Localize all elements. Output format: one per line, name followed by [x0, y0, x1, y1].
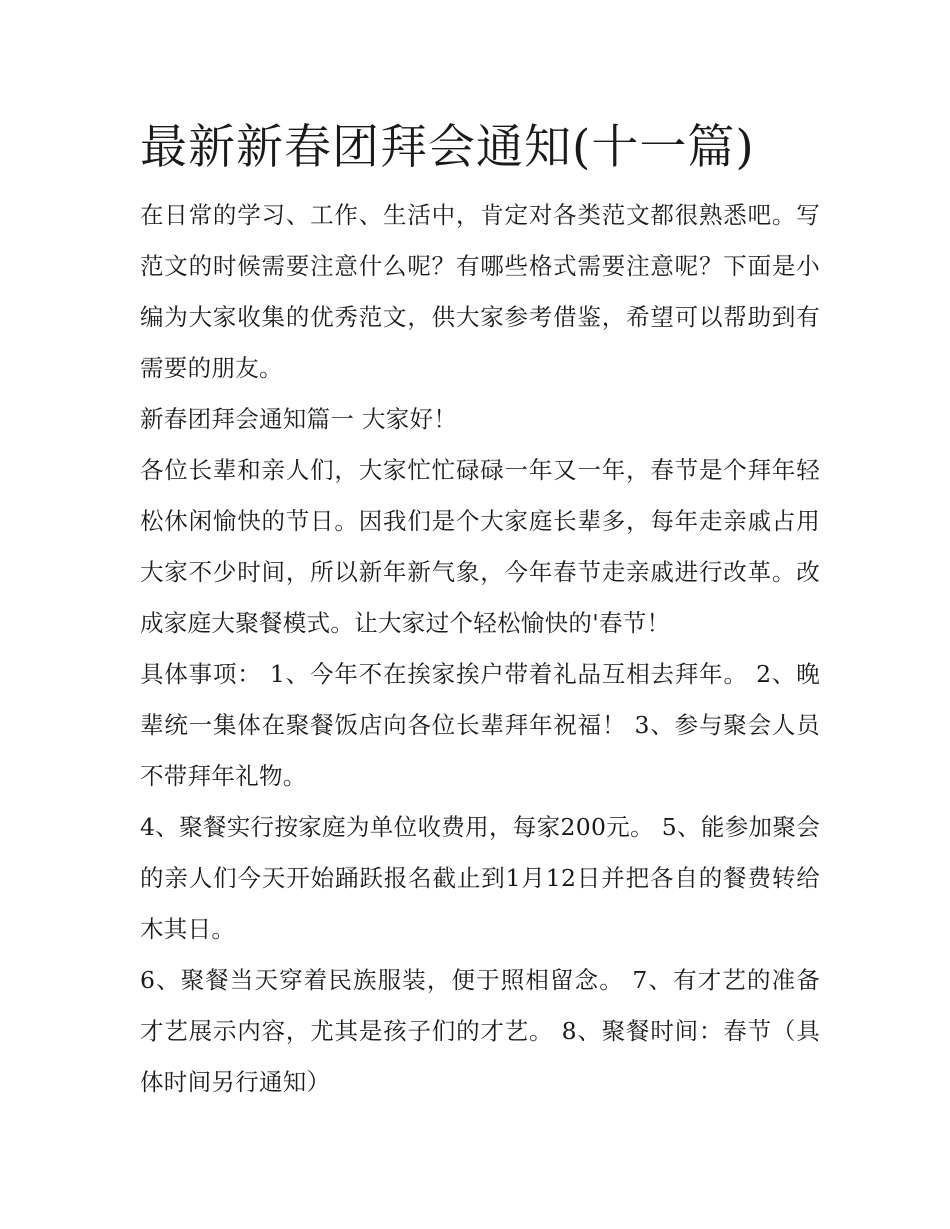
intro-paragraph: 在日常的学习、工作、生活中，肯定对各类范文都很熟悉吧。写范文的时候需要注意什么呢？有哪些格式需要注意呢？下面是小编为大家收集的优秀范文，供大家参考借鉴，希望可以帮助到有需要的朋友。	[140, 201, 820, 382]
body-paragraph: 各位长辈和亲人们，大家忙忙碌碌一年又一年，春节是个拜年轻松休闲愉快的节日。因我们是个大家庭长辈多，每年走亲戚占用大家不少时间，所以新年新气象，今年春节走亲戚进行改革。改成家庭大聚餐模式。让大家过个轻松愉快的'春节！	[140, 456, 820, 637]
document-page	[140, 112, 820, 1108]
document-title: 最新新春团拜会通知(十一篇)	[140, 120, 755, 175]
items-paragraph-3: 6、聚餐当天穿着民族服装，便于照相留念。 7、有才艺的准备才艺展示内容，尤其是孩子们的才艺。 8、聚餐时间：春节（具体时间另行通知）	[140, 966, 820, 1096]
section-heading: 新春团拜会通知篇一 大家好！	[140, 405, 458, 433]
items-paragraph-2: 4、聚餐实行按家庭为单位收费用，每家200元。 5、能参加聚会的亲人们今天开始踊跃报名截止到1月12日并把各自的餐费转给木其日。	[140, 813, 820, 943]
items-paragraph-1: 具体事项： 1、今年不在挨家挨户带着礼品互相去拜年。 2、晚辈统一集体在聚餐饭店向各位长辈拜年祝福！ 3、参与聚会人员不带拜年礼物。	[140, 660, 820, 790]
